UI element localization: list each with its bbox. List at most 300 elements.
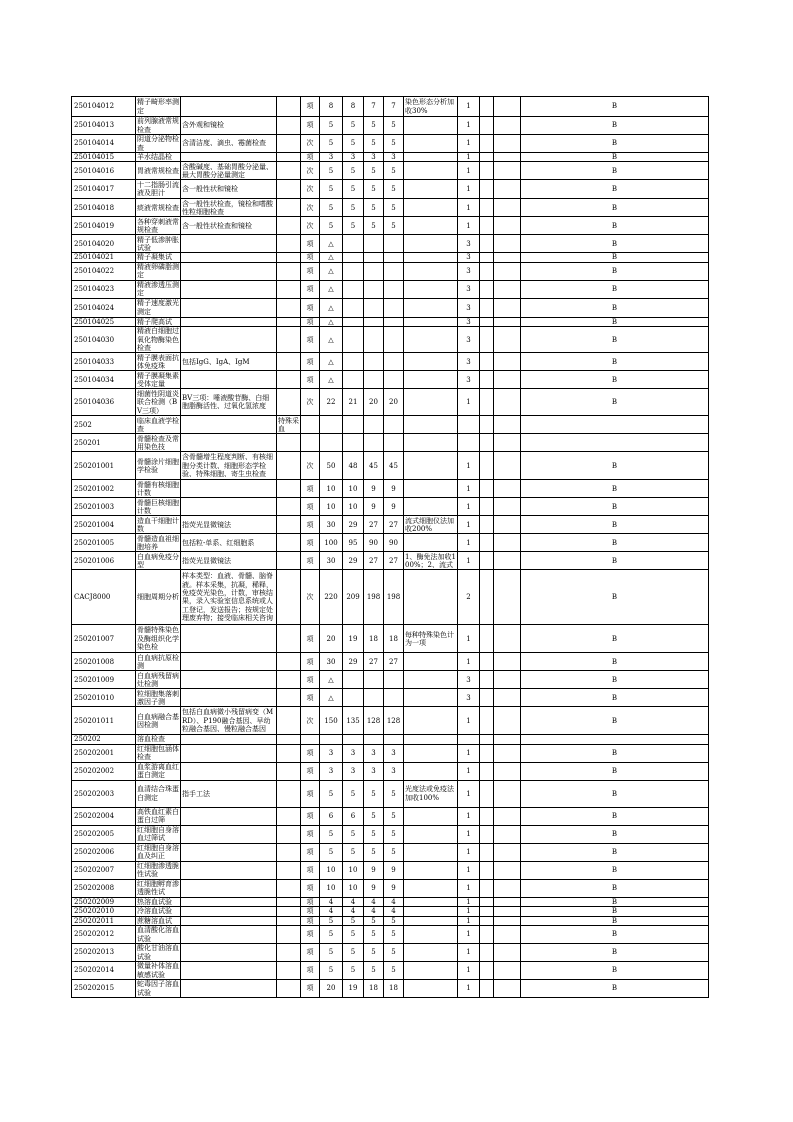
item-exclusion-cell bbox=[277, 534, 301, 552]
item-extra-cell-2 bbox=[494, 253, 521, 262]
price-level-2-cell: 95 bbox=[343, 534, 364, 552]
price-level-4-cell: 5 bbox=[384, 962, 404, 980]
item-class-cell: 1 bbox=[458, 516, 480, 534]
item-content-cell bbox=[181, 97, 277, 117]
price-level-1-cell: 10 bbox=[320, 480, 343, 498]
price-level-2-cell: 5 bbox=[343, 162, 364, 180]
price-level-2-cell bbox=[343, 317, 364, 326]
price-level-1-cell: 30 bbox=[320, 552, 343, 570]
item-exclusion-cell bbox=[277, 916, 301, 925]
price-level-3-cell: 9 bbox=[364, 498, 384, 516]
item-content-cell bbox=[181, 280, 277, 298]
item-extra-cell bbox=[480, 452, 494, 480]
item-extra-cell bbox=[480, 389, 494, 416]
item-content-cell bbox=[181, 153, 277, 162]
item-note-cell: 染色形态分析加收30% bbox=[404, 97, 458, 117]
price-level-4-cell bbox=[384, 371, 404, 389]
item-exclusion-cell bbox=[277, 480, 301, 498]
price-level-4-cell bbox=[384, 434, 404, 452]
item-name-cell: 红细胞渗透脆性试验 bbox=[137, 861, 179, 879]
price-level-2-cell: 29 bbox=[343, 653, 364, 671]
item-content-cell: 含一般性状检查和镜检 bbox=[181, 217, 277, 235]
price-level-4-cell: 5 bbox=[384, 162, 404, 180]
item-name-cell: 红细胞自身溶血及纠正 bbox=[137, 843, 179, 861]
item-extra-cell bbox=[480, 944, 494, 962]
item-class-cell: 3 bbox=[458, 317, 480, 326]
item-grade-cell: B bbox=[521, 962, 709, 980]
item-content-cell: 指荧光显微镜法 bbox=[181, 552, 277, 570]
item-unit-cell bbox=[301, 416, 320, 434]
price-level-4-cell bbox=[384, 327, 404, 353]
price-level-3-cell: 5 bbox=[364, 843, 384, 861]
price-level-1-cell: 30 bbox=[320, 516, 343, 534]
item-note-cell bbox=[404, 371, 458, 389]
item-note-cell bbox=[404, 416, 458, 434]
item-extra-cell-2 bbox=[494, 199, 521, 217]
item-unit-cell: 项 bbox=[301, 117, 320, 135]
price-level-4-cell: 27 bbox=[384, 552, 404, 570]
item-extra-cell-2 bbox=[494, 434, 521, 452]
item-content-cell: 含骨髓增生程度判断、有核细胞分类计数、细胞形态学检验、特殊细胞、寄生虫检查 bbox=[181, 452, 277, 480]
table-row bbox=[72, 153, 709, 162]
item-content-cell bbox=[181, 262, 277, 280]
table-row bbox=[72, 389, 709, 416]
item-name-cell: 精子凝集试 bbox=[136, 253, 181, 262]
item-content-cell bbox=[181, 480, 277, 498]
item-code-cell: 250104020 bbox=[72, 235, 136, 253]
item-class-cell: 1 bbox=[458, 625, 480, 653]
table-row bbox=[72, 907, 709, 916]
item-extra-cell bbox=[480, 825, 494, 843]
table-row bbox=[72, 879, 709, 897]
price-level-4-cell bbox=[384, 235, 404, 253]
item-note-cell bbox=[404, 907, 458, 916]
item-extra-cell-2 bbox=[494, 689, 521, 707]
item-name-cell: 精液卵磷脂测定 bbox=[137, 262, 179, 280]
item-name-cell: 前列腺液常规检查 bbox=[137, 117, 179, 134]
item-grade-cell: B bbox=[521, 689, 709, 707]
item-code-cell: 250202009 bbox=[72, 897, 136, 906]
item-content-cell bbox=[181, 962, 277, 980]
item-extra-cell bbox=[480, 217, 494, 235]
item-grade-cell: B bbox=[521, 762, 709, 780]
item-unit-cell: 项 bbox=[301, 861, 320, 879]
price-level-4-cell: 5 bbox=[384, 780, 404, 807]
item-extra-cell-2 bbox=[494, 861, 521, 879]
item-unit-cell: 项 bbox=[301, 498, 320, 516]
item-code-cell: 250201008 bbox=[72, 653, 136, 671]
item-note-cell bbox=[404, 962, 458, 980]
item-class-cell: 1 bbox=[458, 980, 480, 998]
price-level-1-cell: 5 bbox=[320, 217, 343, 235]
item-code-cell: 250202013 bbox=[72, 944, 136, 962]
price-level-2-cell bbox=[343, 735, 364, 744]
item-code-cell: 250202006 bbox=[72, 843, 136, 861]
item-grade-cell: B bbox=[521, 944, 709, 962]
item-exclusion-cell bbox=[277, 671, 301, 689]
item-note-cell bbox=[404, 671, 458, 689]
item-content-cell bbox=[181, 434, 277, 452]
item-name-cell: 白血病抗原检测 bbox=[137, 653, 179, 670]
item-exclusion-cell bbox=[277, 907, 301, 916]
price-level-4-cell: 5 bbox=[384, 843, 404, 861]
item-exclusion-cell bbox=[277, 980, 301, 998]
item-extra-cell bbox=[480, 980, 494, 998]
item-grade-cell: B bbox=[521, 371, 709, 389]
price-level-1-cell: △ bbox=[320, 280, 343, 298]
item-name-cell: 精子膜凝集素受体定量 bbox=[137, 371, 179, 388]
price-level-2-cell: 4 bbox=[343, 907, 364, 916]
item-code-cell: 250202001 bbox=[72, 744, 136, 762]
item-code-cell: 250104012 bbox=[72, 97, 136, 117]
price-level-4-cell: 4 bbox=[384, 897, 404, 906]
table-row bbox=[72, 807, 709, 825]
item-exclusion-cell bbox=[277, 762, 301, 780]
item-extra-cell bbox=[480, 416, 494, 434]
item-class-cell bbox=[458, 735, 480, 744]
item-exclusion-cell bbox=[277, 735, 301, 744]
item-class-cell: 1 bbox=[458, 389, 480, 416]
price-level-2-cell: 5 bbox=[343, 926, 364, 944]
item-extra-cell bbox=[480, 552, 494, 570]
item-extra-cell bbox=[480, 843, 494, 861]
item-grade-cell: B bbox=[521, 97, 709, 117]
price-level-1-cell: △ bbox=[320, 353, 343, 371]
item-grade-cell bbox=[521, 434, 709, 452]
item-code-cell: 250201006 bbox=[72, 552, 136, 570]
item-extra-cell bbox=[480, 434, 494, 452]
item-unit-cell: 项 bbox=[301, 353, 320, 371]
item-extra-cell-2 bbox=[494, 843, 521, 861]
price-level-1-cell: △ bbox=[320, 253, 343, 262]
price-level-3-cell bbox=[364, 298, 384, 317]
price-level-1-cell: 5 bbox=[320, 944, 343, 962]
price-level-3-cell bbox=[364, 353, 384, 371]
item-extra-cell-2 bbox=[494, 353, 521, 371]
price-level-3-cell: 18 bbox=[364, 980, 384, 998]
price-level-3-cell: 90 bbox=[364, 534, 384, 552]
item-code-cell: 250104022 bbox=[72, 262, 136, 280]
item-exclusion-cell bbox=[277, 879, 301, 897]
item-name-cell: 热溶血试验 bbox=[136, 897, 181, 906]
price-level-4-cell bbox=[384, 262, 404, 280]
item-name-cell: 精液渗透压测定 bbox=[137, 280, 179, 298]
item-class-cell: 3 bbox=[458, 353, 480, 371]
price-level-1-cell: 5 bbox=[320, 916, 343, 925]
item-name-cell: 各种穿刺液常规检查 bbox=[137, 217, 179, 234]
item-extra-cell-2 bbox=[494, 980, 521, 998]
item-note-cell bbox=[404, 452, 458, 480]
item-unit-cell: 项 bbox=[301, 980, 320, 998]
item-exclusion-cell bbox=[277, 570, 301, 625]
price-level-2-cell: 48 bbox=[343, 452, 364, 480]
item-code-cell: 250104034 bbox=[72, 371, 136, 389]
item-extra-cell-2 bbox=[494, 944, 521, 962]
item-exclusion-cell bbox=[277, 135, 301, 153]
item-grade-cell: B bbox=[521, 199, 709, 217]
price-level-4-cell: 3 bbox=[384, 744, 404, 762]
item-content-cell: BV三项：唾液酸苷酶、白细胞脂酶活性、过氧化氢浓度 bbox=[181, 389, 277, 416]
item-content-cell bbox=[181, 671, 277, 689]
price-level-4-cell: 18 bbox=[384, 980, 404, 998]
item-class-cell: 3 bbox=[458, 253, 480, 262]
item-content-cell bbox=[181, 762, 277, 780]
item-content-cell: 含酸碱度、基础胃酸分泌量、最大胃酸分泌量测定 bbox=[181, 162, 277, 180]
price-table-body bbox=[72, 97, 709, 998]
table-row bbox=[72, 371, 709, 389]
item-exclusion-cell bbox=[277, 434, 301, 452]
item-name-cell: 血浆游离血红蛋白测定 bbox=[137, 762, 179, 780]
item-exclusion-cell bbox=[277, 97, 301, 117]
price-level-3-cell: 5 bbox=[364, 780, 384, 807]
item-grade-cell: B bbox=[521, 916, 709, 925]
price-level-1-cell: △ bbox=[320, 671, 343, 689]
item-note-cell bbox=[404, 162, 458, 180]
price-level-3-cell bbox=[364, 235, 384, 253]
item-unit-cell: 项 bbox=[301, 552, 320, 570]
price-level-2-cell bbox=[343, 689, 364, 707]
item-content-cell: 含一般性状和镜检 bbox=[181, 180, 277, 199]
item-extra-cell-2 bbox=[494, 135, 521, 153]
price-level-1-cell: 100 bbox=[320, 534, 343, 552]
item-extra-cell-2 bbox=[494, 534, 521, 552]
item-exclusion-cell bbox=[277, 235, 301, 253]
price-level-4-cell: 45 bbox=[384, 452, 404, 480]
item-name-cell: 骨髓涂片细胞学检验 bbox=[136, 452, 181, 480]
price-level-4-cell: 9 bbox=[384, 861, 404, 879]
item-grade-cell: B bbox=[521, 389, 709, 416]
item-extra-cell-2 bbox=[494, 452, 521, 480]
price-level-1-cell: 4 bbox=[320, 897, 343, 906]
item-extra-cell bbox=[480, 916, 494, 925]
table-row bbox=[72, 980, 709, 998]
item-class-cell: 3 bbox=[458, 262, 480, 280]
price-level-3-cell: 5 bbox=[364, 926, 384, 944]
item-note-cell bbox=[404, 807, 458, 825]
item-content-cell bbox=[181, 807, 277, 825]
price-level-1-cell: 22 bbox=[320, 389, 343, 416]
item-name-cell: 骨髓检查及常用染色技 bbox=[137, 434, 179, 451]
item-note-cell bbox=[404, 135, 458, 153]
item-class-cell: 1 bbox=[458, 117, 480, 135]
price-level-1-cell: 10 bbox=[320, 861, 343, 879]
item-extra-cell-2 bbox=[494, 707, 521, 735]
price-table-page bbox=[71, 96, 708, 998]
table-row bbox=[72, 135, 709, 153]
table-row bbox=[72, 843, 709, 861]
table-row bbox=[72, 534, 709, 552]
item-unit-cell: 项 bbox=[301, 780, 320, 807]
item-unit-cell: 次 bbox=[301, 389, 320, 416]
price-level-2-cell: 10 bbox=[343, 480, 364, 498]
price-level-3-cell bbox=[364, 416, 384, 434]
price-level-4-cell: 5 bbox=[384, 180, 404, 199]
table-row bbox=[72, 498, 709, 516]
price-level-4-cell: 5 bbox=[384, 199, 404, 217]
item-extra-cell bbox=[480, 298, 494, 317]
price-level-4-cell: 128 bbox=[384, 707, 404, 735]
item-code-cell: 250104015 bbox=[72, 153, 136, 162]
item-class-cell: 3 bbox=[458, 371, 480, 389]
item-grade-cell: B bbox=[521, 253, 709, 262]
item-extra-cell-2 bbox=[494, 897, 521, 906]
price-level-2-cell: 5 bbox=[343, 962, 364, 980]
item-unit-cell: 项 bbox=[301, 97, 320, 117]
price-level-3-cell bbox=[364, 317, 384, 326]
table-row bbox=[72, 97, 709, 117]
item-content-cell: 含清洁度、滴虫、霉菌检查 bbox=[181, 135, 277, 153]
item-unit-cell: 项 bbox=[301, 962, 320, 980]
price-level-4-cell: 4 bbox=[384, 907, 404, 916]
price-level-1-cell: △ bbox=[320, 262, 343, 280]
item-code-cell: 250104033 bbox=[72, 353, 136, 371]
item-unit-cell: 项 bbox=[301, 317, 320, 326]
item-content-cell: 包括IgG、IgA、IgM bbox=[181, 353, 277, 371]
item-code-cell: 250202011 bbox=[72, 916, 136, 925]
price-level-3-cell: 5 bbox=[364, 916, 384, 925]
item-class-cell: 1 bbox=[458, 916, 480, 925]
item-exclusion-cell bbox=[277, 180, 301, 199]
item-class-cell: 1 bbox=[458, 162, 480, 180]
item-grade-cell: B bbox=[521, 780, 709, 807]
item-content-cell bbox=[181, 879, 277, 897]
item-extra-cell bbox=[480, 707, 494, 735]
item-extra-cell bbox=[480, 570, 494, 625]
price-level-2-cell: 3 bbox=[343, 153, 364, 162]
price-level-4-cell: 5 bbox=[384, 135, 404, 153]
item-note-cell bbox=[404, 298, 458, 317]
price-level-3-cell: 27 bbox=[364, 552, 384, 570]
item-name-cell: 粒细胞集落刺激因子测 bbox=[137, 689, 179, 706]
price-level-4-cell: 5 bbox=[384, 825, 404, 843]
item-note-cell bbox=[404, 879, 458, 897]
item-grade-cell: B bbox=[521, 235, 709, 253]
item-note-cell bbox=[404, 389, 458, 416]
table-row bbox=[72, 317, 709, 326]
item-code-cell: 250201003 bbox=[72, 498, 136, 516]
price-level-2-cell: 29 bbox=[343, 516, 364, 534]
item-extra-cell bbox=[480, 199, 494, 217]
item-note-cell: 1、酶免法加收100%；2、流式 bbox=[405, 552, 456, 569]
item-content-cell bbox=[181, 926, 277, 944]
item-exclusion-cell bbox=[277, 162, 301, 180]
item-extra-cell-2 bbox=[494, 516, 521, 534]
price-level-3-cell: 198 bbox=[364, 570, 384, 625]
item-code-cell: 2502 bbox=[72, 416, 136, 434]
item-exclusion-cell bbox=[277, 944, 301, 962]
price-level-2-cell: 10 bbox=[343, 879, 364, 897]
item-name-cell: 十二指肠引流液及胆汁 bbox=[137, 181, 179, 198]
price-level-2-cell: 135 bbox=[343, 707, 364, 735]
item-unit-cell: 项 bbox=[301, 516, 320, 534]
item-note-cell bbox=[404, 253, 458, 262]
item-exclusion-cell bbox=[277, 153, 301, 162]
item-extra-cell bbox=[480, 861, 494, 879]
item-unit-cell: 项 bbox=[301, 480, 320, 498]
item-extra-cell-2 bbox=[494, 262, 521, 280]
item-exclusion-cell bbox=[277, 707, 301, 735]
item-extra-cell bbox=[480, 516, 494, 534]
table-row bbox=[72, 516, 709, 534]
price-level-1-cell: 5 bbox=[320, 843, 343, 861]
price-level-2-cell: 4 bbox=[343, 897, 364, 906]
price-level-3-cell: 5 bbox=[364, 217, 384, 235]
table-row bbox=[72, 707, 709, 735]
price-level-2-cell: 19 bbox=[343, 625, 364, 653]
price-level-1-cell: 20 bbox=[320, 625, 343, 653]
price-level-4-cell: 27 bbox=[384, 653, 404, 671]
item-grade-cell: B bbox=[521, 843, 709, 861]
item-extra-cell-2 bbox=[494, 552, 521, 570]
item-unit-cell: 项 bbox=[301, 926, 320, 944]
item-content-cell bbox=[181, 907, 277, 916]
item-name-cell: 高铁血红素白蛋白过筛 bbox=[137, 807, 179, 825]
item-name-cell: 胃液常规检查 bbox=[136, 162, 181, 180]
item-class-cell: 1 bbox=[458, 926, 480, 944]
item-extra-cell bbox=[480, 653, 494, 671]
item-grade-cell: B bbox=[521, 452, 709, 480]
item-code-cell: 250202014 bbox=[72, 962, 136, 980]
item-name-cell: 骨髓特殊染色及酶组织化学染色检 bbox=[137, 626, 179, 652]
item-class-cell: 1 bbox=[458, 897, 480, 906]
item-code-cell: 250201 bbox=[72, 434, 136, 452]
item-extra-cell bbox=[480, 962, 494, 980]
item-unit-cell bbox=[301, 434, 320, 452]
item-class-cell: 3 bbox=[458, 235, 480, 253]
item-class-cell: 1 bbox=[458, 97, 480, 117]
price-level-1-cell: 20 bbox=[320, 980, 343, 998]
item-extra-cell bbox=[480, 153, 494, 162]
price-level-1-cell: △ bbox=[320, 689, 343, 707]
item-grade-cell: B bbox=[521, 653, 709, 671]
item-code-cell: 250104014 bbox=[72, 135, 136, 153]
item-code-cell: 250104036 bbox=[72, 389, 136, 416]
price-level-3-cell: 27 bbox=[364, 516, 384, 534]
item-note-cell bbox=[404, 653, 458, 671]
price-level-2-cell: 5 bbox=[343, 180, 364, 199]
item-extra-cell bbox=[480, 235, 494, 253]
price-level-3-cell bbox=[364, 327, 384, 353]
item-grade-cell: B bbox=[521, 516, 709, 534]
item-extra-cell-2 bbox=[494, 327, 521, 353]
price-level-4-cell: 9 bbox=[384, 879, 404, 897]
item-exclusion-cell bbox=[277, 298, 301, 317]
item-grade-cell: B bbox=[521, 671, 709, 689]
item-content-cell bbox=[181, 653, 277, 671]
item-class-cell: 1 bbox=[458, 861, 480, 879]
item-note-cell bbox=[404, 944, 458, 962]
item-code-cell: 250202008 bbox=[72, 879, 136, 897]
price-level-1-cell: 8 bbox=[320, 97, 343, 117]
price-level-3-cell: 5 bbox=[364, 962, 384, 980]
table-row bbox=[72, 162, 709, 180]
price-level-4-cell: 7 bbox=[384, 97, 404, 117]
item-content-cell: 包括白血病微小残留病变（MRD）、P190融合基因、早幼粒融合基因、慢粒融合基因 bbox=[181, 707, 277, 735]
price-level-1-cell: △ bbox=[320, 371, 343, 389]
item-exclusion-cell bbox=[277, 625, 301, 653]
price-level-1-cell bbox=[320, 434, 343, 452]
item-code-cell: 250202015 bbox=[72, 980, 136, 998]
table-row bbox=[72, 944, 709, 962]
item-name-cell: 红细胞包涵体检查 bbox=[137, 744, 179, 762]
item-unit-cell: 项 bbox=[301, 280, 320, 298]
item-content-cell bbox=[181, 897, 277, 906]
table-row bbox=[72, 897, 709, 906]
price-level-4-cell: 5 bbox=[384, 217, 404, 235]
item-grade-cell: B bbox=[521, 980, 709, 998]
item-grade-cell: B bbox=[521, 897, 709, 906]
item-exclusion-cell bbox=[277, 327, 301, 353]
